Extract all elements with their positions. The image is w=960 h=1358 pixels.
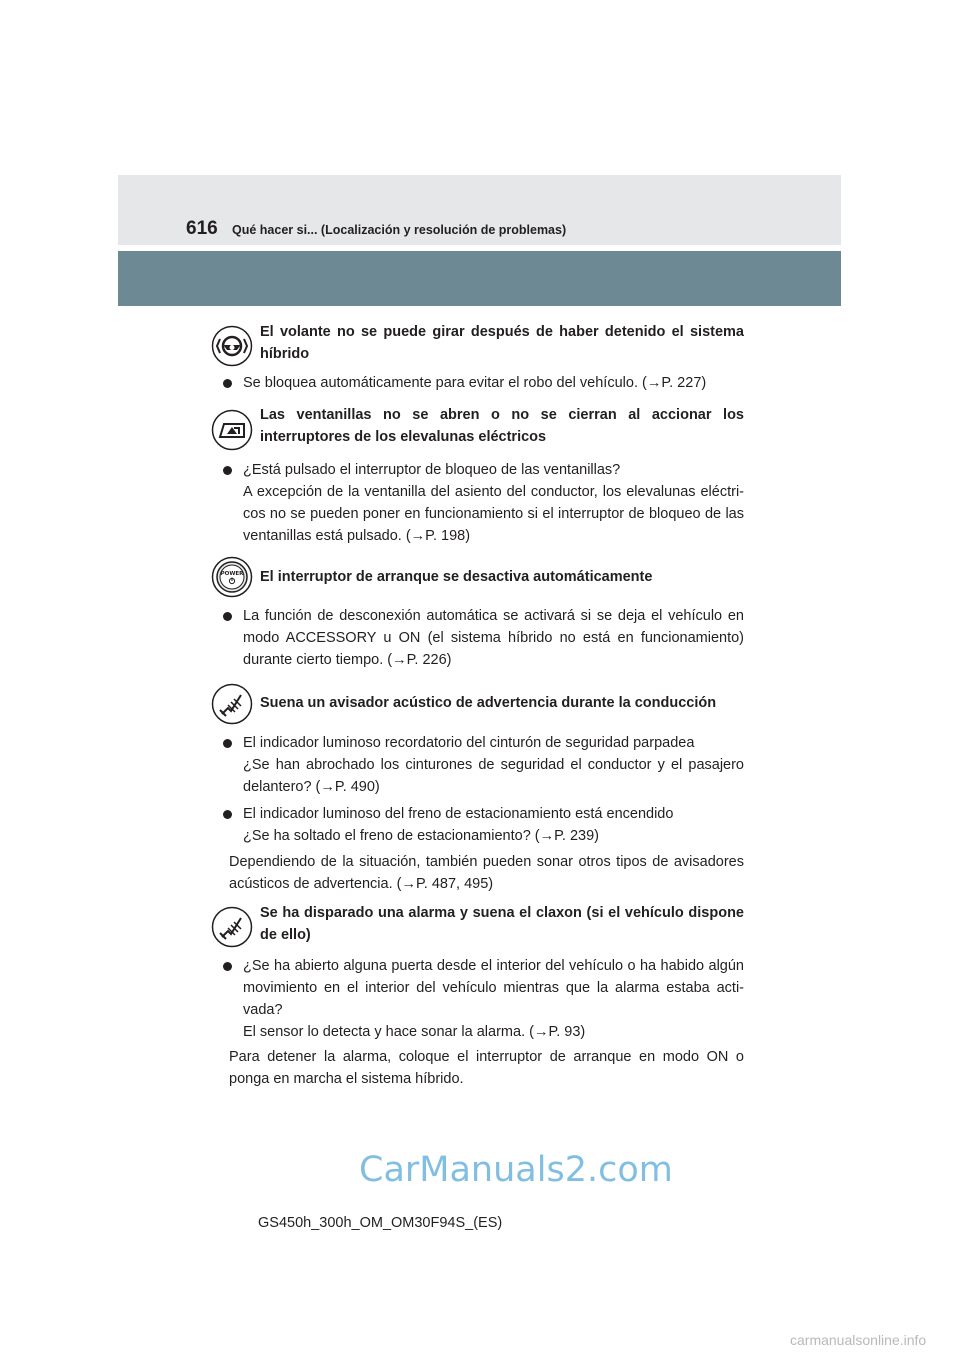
- buzzer-bullet-2-detail: ¿Se ha soltado el freno de estacionamiento? (→P. 239): [243, 828, 600, 844]
- bullet-dot: [223, 962, 232, 971]
- alarm-icon: [211, 906, 253, 948]
- alarm-bullet-question: ¿Se ha abierto alguna puerta desde el interior del vehículo o ha habido algún movimiento en el interior del vehículo mientras que la alarma estaba acti-vada?: [243, 958, 744, 1018]
- power-window-icon: [211, 409, 253, 451]
- steering-bullet: Se bloquea automáticamente para evitar el robo del vehículo. (→P. 227): [243, 375, 707, 391]
- buzzer-heading: Suena un avisador acústico de advertencia durante la conducción: [260, 695, 717, 711]
- power-heading: El interruptor de arranque se desactiva automáticamente: [260, 569, 653, 585]
- alarm-bullet-detail: El sensor lo detecta y hace sonar la alarma. (→P. 93): [243, 1024, 586, 1040]
- site-watermark: carmanualsonline.info: [790, 1332, 927, 1348]
- alarm-note: Para detener la alarma, coloque el interruptor de arranque en modo ON o ponga en marcha el sistema híbrido.: [229, 1049, 744, 1087]
- power-switch-icon: [211, 556, 253, 598]
- windows-heading: Las ventanillas no se abren o no se cierran al accionar los interruptores de los elevalunas eléctricos: [260, 407, 744, 445]
- title-band: [118, 251, 841, 306]
- bullet-dot: [223, 466, 232, 475]
- bullet-dot: [223, 612, 232, 621]
- buzzer-bullet-1: [243, 732, 744, 798]
- section-title: Qué hacer si... (Localización y resolución de problemas): [232, 223, 567, 237]
- alarm-bullet: [243, 955, 744, 1043]
- power-bullet: La función de desconexión automática se activará si se deja el vehículo en modo ACCESSORY u ON (el sistema híbrido no está en funcionamiento) durante cierto tiempo. (→P. 226): [243, 608, 744, 668]
- footer-code: GS450h_300h_OM_OM30F94S_(ES): [258, 1215, 503, 1231]
- steering-heading: El volante no se puede girar después de haber detenido el sistema híbrido: [260, 324, 744, 362]
- buzzer-note: Dependiendo de la situación, también pueden sonar otros tipos de avisadores acústicos de advertencia. (→P. 487, 495): [229, 854, 744, 892]
- buzzer-bullet-1-title: El indicador luminoso recordatorio del cinturón de seguridad parpadea: [243, 735, 695, 751]
- bullet-dot: [223, 810, 232, 819]
- warning-buzzer-icon: [211, 683, 253, 725]
- buzzer-bullet-2: [243, 803, 744, 847]
- power-icon-label: POWER: [220, 571, 244, 577]
- windows-bullet-detail: A excepción de la ventanilla del asiento del conductor, los elevalunas eléctri-cos no se pueden poner en funcionamiento si el interruptor de bloqueo de las ventanillas está pulsado. (→P. 198): [243, 484, 744, 544]
- windows-bullet: [243, 459, 744, 547]
- buzzer-bullet-2-title: El indicador luminoso del freno de estacionamiento está encendido: [243, 806, 674, 822]
- windows-bullet-question: ¿Está pulsado el interruptor de bloqueo de las ventanillas?: [243, 462, 621, 478]
- buzzer-bullet-1-detail: ¿Se han abrochado los cinturones de seguridad el conductor y el pasajero delantero? (→P. 490): [243, 757, 744, 795]
- bullet-dot: [223, 739, 232, 748]
- steering-lock-icon: [211, 325, 253, 367]
- bullet-dot: [223, 379, 232, 388]
- page-number: 616: [186, 218, 218, 239]
- alarm-heading: Se ha disparado una alarma y suena el claxon (si el vehículo dispone de ello): [260, 905, 744, 943]
- carmanuals-watermark: CarManuals2.com: [359, 1150, 673, 1190]
